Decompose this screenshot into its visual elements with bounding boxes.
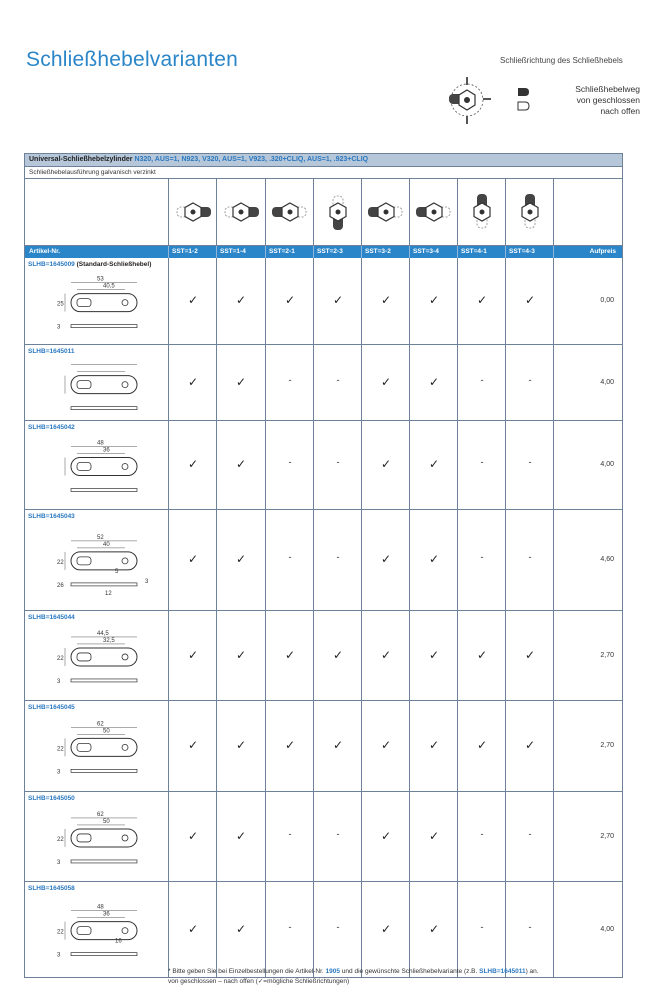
price-cell — [553, 258, 622, 344]
direction-cell — [168, 611, 216, 700]
lever-drawing-wrap — [55, 625, 165, 701]
direction-cell — [505, 421, 553, 509]
lock-orientation-icon — [412, 190, 456, 234]
check-mark: ✓ — [235, 374, 247, 389]
direction-cell — [216, 510, 264, 610]
article-id: SLHB=1645058 — [28, 885, 75, 892]
surcharge-value: 2,70 — [600, 742, 614, 749]
check-mark: ✓ — [332, 738, 344, 752]
not-possible-mark: - — [288, 457, 292, 467]
article-number — [28, 614, 75, 621]
footnote-part: und die gewünschte Schließhebelvariante (z.B. — [340, 968, 480, 975]
surcharge-value: 4,60 — [600, 556, 614, 563]
direction-cell — [168, 510, 216, 610]
lock-orientation-icon — [460, 190, 504, 234]
check-mark: ✓ — [235, 738, 247, 752]
lever-drawing — [55, 359, 165, 416]
direction-cell — [313, 792, 361, 881]
check-mark: ✓ — [380, 374, 392, 389]
direction-cell — [216, 701, 264, 791]
not-possible-mark: - — [528, 457, 532, 467]
direction-cell — [216, 792, 264, 881]
check-mark: ✓ — [235, 647, 247, 662]
check-mark: ✓ — [284, 647, 296, 662]
direction-cell — [265, 510, 313, 610]
dimension-label: 53 — [97, 276, 104, 283]
direction-cell — [361, 701, 409, 791]
dimension-label: 48 — [97, 904, 104, 911]
check-mark: ✓ — [235, 457, 247, 471]
lever-drawing — [55, 524, 165, 606]
direction-cell — [505, 701, 553, 791]
direction-cell — [265, 792, 313, 881]
direction-cell — [457, 345, 505, 420]
orientation-cell — [409, 179, 457, 245]
direction-cell — [313, 882, 361, 977]
dimension-label: 50 — [103, 818, 110, 825]
not-possible-mark: - — [288, 921, 292, 932]
dimension-label: 3 — [57, 952, 61, 959]
dimension-label: 3 — [57, 324, 61, 331]
direction-cell — [409, 792, 457, 881]
dimension-label: 12 — [105, 590, 112, 597]
check-mark: ✓ — [235, 828, 247, 843]
check-mark: ✓ — [428, 921, 440, 936]
col-sst-header: SST=4-3 — [505, 246, 553, 258]
lock-orientation-icon — [219, 190, 263, 234]
check-mark: ✓ — [235, 552, 247, 566]
direction-cell — [505, 258, 553, 344]
dimension-label: 22 — [57, 929, 64, 936]
direction-cell — [313, 345, 361, 420]
dimension-label: 22 — [57, 836, 64, 843]
dimension-label: 3 — [57, 678, 61, 685]
check-mark: ✓ — [524, 738, 536, 752]
check-mark: ✓ — [380, 647, 392, 662]
orientation-cell — [505, 179, 553, 245]
col-sst-header: SST=2-1 — [265, 246, 313, 258]
direction-cell — [457, 792, 505, 881]
check-mark: ✓ — [235, 293, 247, 307]
direction-cell — [168, 421, 216, 509]
not-possible-mark: - — [528, 552, 532, 562]
header-prefix: Universal-Schließhebelzylinder — [29, 156, 135, 163]
footnote-part: ) an. — [525, 968, 539, 975]
not-possible-mark: - — [336, 828, 340, 839]
not-possible-mark: - — [528, 921, 532, 932]
check-mark: ✓ — [187, 293, 199, 307]
surcharge-value: 4,00 — [600, 461, 614, 468]
not-possible-mark: - — [288, 552, 292, 562]
direction-cell — [409, 611, 457, 700]
header-models: N320, AUS=1, N923, V320, AUS=1, V923, .320+CLIQ, AUS=1, .923+CLIQ — [134, 156, 369, 163]
lever-drawing-wrap — [55, 359, 165, 421]
not-possible-mark: - — [480, 921, 484, 932]
table-row — [25, 345, 622, 421]
direction-cell — [168, 882, 216, 977]
col-sst-header: SST=1-2 — [168, 246, 216, 258]
article-number — [28, 885, 75, 892]
footnote-part: * Bitte geben Sie bei Einzelbestellungen die Artikel-Nr. — [168, 968, 326, 975]
direction-cell — [313, 258, 361, 344]
table-row — [25, 611, 622, 701]
check-mark: ✓ — [380, 828, 392, 843]
direction-cell — [457, 701, 505, 791]
table-header — [25, 154, 622, 167]
direction-cell — [457, 882, 505, 977]
direction-cell — [168, 345, 216, 420]
table-row — [25, 882, 622, 977]
direction-cell — [313, 510, 361, 610]
lever-path-icon — [517, 86, 531, 114]
check-mark: ✓ — [428, 647, 440, 662]
direction-cell — [313, 611, 361, 700]
dimension-label: 3 — [145, 578, 149, 585]
lever-drawing-wrap — [55, 524, 165, 611]
direction-cell — [457, 510, 505, 610]
lever-drawing-wrap — [55, 435, 165, 510]
check-mark: ✓ — [476, 647, 488, 662]
orientation-cell — [216, 179, 264, 245]
page-title: Schließhebelvarianten — [26, 48, 238, 71]
check-mark: ✓ — [332, 293, 344, 307]
price-cell — [553, 345, 622, 420]
table-row — [25, 701, 622, 792]
dimension-label: 5 — [115, 568, 119, 575]
direction-cell — [265, 611, 313, 700]
check-mark: ✓ — [428, 457, 440, 471]
dimension-label: 26 — [57, 582, 64, 589]
direction-cell — [409, 421, 457, 509]
orientation-cell — [313, 179, 361, 245]
col-sst-header: SST=3-2 — [361, 246, 409, 258]
direction-cell — [168, 792, 216, 881]
orientation-cell — [265, 179, 313, 245]
legend-line: von geschlossen — [576, 95, 640, 105]
article-number — [28, 261, 151, 268]
col-sst-header: SST=4-1 — [457, 246, 505, 258]
dimension-label: 25 — [57, 301, 64, 308]
check-mark: ✓ — [187, 374, 199, 389]
direction-cell — [216, 611, 264, 700]
direction-cell — [361, 882, 409, 977]
lever-drawing — [55, 435, 165, 505]
col-sst-header: SST=3-4 — [409, 246, 457, 258]
direction-cell — [409, 258, 457, 344]
check-mark: ✓ — [187, 921, 199, 936]
direction-cell — [505, 345, 553, 420]
check-mark: ✓ — [332, 647, 344, 662]
orientation-cell — [168, 179, 216, 245]
direction-cell — [265, 882, 313, 977]
article-id: SLHB=1645050 — [28, 795, 75, 802]
dimension-label: 40,5 — [103, 283, 115, 290]
check-mark: ✓ — [380, 552, 392, 566]
lever-drawing — [55, 272, 165, 340]
footnote-article: 1905 — [325, 968, 341, 975]
check-mark: ✓ — [476, 293, 488, 307]
direction-cell — [505, 510, 553, 610]
check-mark: ✓ — [524, 293, 536, 307]
check-mark: ✓ — [428, 828, 440, 843]
price-cell — [553, 701, 622, 791]
not-possible-mark: - — [288, 374, 292, 385]
article-number — [28, 513, 75, 520]
check-mark: ✓ — [380, 738, 392, 752]
dimension-label: 3 — [57, 769, 61, 776]
direction-cell — [361, 258, 409, 344]
direction-cell — [457, 258, 505, 344]
check-mark: ✓ — [428, 552, 440, 566]
direction-cell — [265, 258, 313, 344]
dimension-label: 22 — [57, 746, 64, 753]
not-possible-mark: - — [288, 828, 292, 839]
orientation-cell — [553, 179, 622, 245]
check-mark: ✓ — [284, 293, 296, 307]
direction-cell — [361, 611, 409, 700]
direction-cell — [409, 701, 457, 791]
article-number — [28, 348, 74, 355]
check-mark: ✓ — [187, 828, 199, 843]
direction-cell — [457, 421, 505, 509]
legend-text — [540, 84, 640, 117]
article-number — [28, 424, 75, 431]
lock-orientation-icon — [508, 190, 552, 234]
check-mark: ✓ — [428, 738, 440, 752]
col-article-header: Artikel-Nr. — [29, 248, 61, 255]
surcharge-value: 0,00 — [600, 297, 614, 304]
direction-cell — [216, 882, 264, 977]
direction-cell — [168, 258, 216, 344]
check-mark: ✓ — [187, 552, 199, 566]
article-id: SLHB=1645011 — [28, 348, 75, 355]
legend-line: nach offen — [600, 106, 640, 116]
legend-line: Schließhebelweg — [575, 84, 640, 94]
direction-cell — [216, 258, 264, 344]
dimension-label: 3 — [57, 859, 61, 866]
direction-cell — [409, 882, 457, 977]
not-possible-mark: - — [480, 552, 484, 562]
direction-cell — [505, 882, 553, 977]
not-possible-mark: - — [480, 374, 484, 385]
lever-drawing — [55, 625, 165, 696]
lock-orientation-icon — [316, 190, 360, 234]
lock-direction-icon — [437, 72, 497, 132]
variant-table — [24, 153, 623, 978]
not-possible-mark: - — [480, 828, 484, 839]
article-id: SLHB=1645043 — [28, 513, 75, 520]
direction-cell — [409, 510, 457, 610]
article-id: SLHB=1645045 — [28, 704, 75, 711]
not-possible-mark: - — [336, 552, 340, 562]
lever-drawing — [55, 715, 165, 787]
check-mark: ✓ — [187, 457, 199, 471]
dimension-label: 36 — [103, 911, 110, 918]
surcharge-value: 2,70 — [600, 832, 614, 840]
check-mark: ✓ — [380, 293, 392, 307]
dimension-label: 32,5 — [103, 637, 115, 644]
direction-cell — [313, 701, 361, 791]
check-mark: ✓ — [187, 647, 199, 662]
check-mark: ✓ — [380, 921, 392, 936]
dimension-label: 22 — [57, 559, 64, 566]
direction-cell — [265, 701, 313, 791]
check-mark: ✓ — [524, 647, 536, 662]
footnote-line1 — [168, 967, 618, 977]
check-mark: ✓ — [187, 738, 199, 752]
not-possible-mark: - — [336, 921, 340, 932]
surcharge-value: 4,00 — [600, 378, 614, 386]
lock-orientation-icon — [171, 190, 215, 234]
direction-cell — [361, 510, 409, 610]
direction-cell — [457, 611, 505, 700]
footnote — [168, 967, 618, 987]
dimension-label: 48 — [97, 440, 104, 447]
direction-cell — [361, 792, 409, 881]
dimension-label: 16 — [115, 938, 122, 945]
legend-title: Schließrichtung des Schließhebels — [500, 56, 623, 65]
not-possible-mark: - — [528, 374, 532, 385]
direction-cell — [313, 421, 361, 509]
article-note: (Standard-Schließhebel) — [74, 261, 152, 268]
direction-cell — [216, 345, 264, 420]
footnote-example: SLHB=1645011 — [479, 968, 526, 975]
price-cell — [553, 611, 622, 700]
orientation-cell — [361, 179, 409, 245]
table-subheader: Schließhebelausführung galvanisch verzinkt — [25, 167, 622, 179]
direction-cell — [505, 792, 553, 881]
direction-cell — [265, 345, 313, 420]
lever-drawing-wrap — [55, 715, 165, 792]
not-possible-mark: - — [336, 457, 340, 467]
not-possible-mark: - — [336, 374, 340, 385]
lock-orientation-icon — [364, 190, 408, 234]
direction-cell — [216, 421, 264, 509]
dimension-label: 62 — [97, 811, 104, 818]
price-cell — [553, 792, 622, 881]
dimension-label: 62 — [97, 721, 104, 728]
price-cell — [553, 510, 622, 610]
dimension-label: 22 — [57, 655, 64, 662]
lock-orientation-icon — [268, 190, 312, 234]
lever-drawing-wrap — [55, 896, 165, 978]
article-id: SLHB=1645009 — [28, 261, 75, 268]
direction-cell — [361, 345, 409, 420]
price-cell — [553, 882, 622, 977]
not-possible-mark: - — [480, 457, 484, 467]
article-number — [28, 795, 75, 802]
footnote-line2: von geschlossen – nach offen (✓=mögliche Schließrichtungen) — [168, 978, 350, 985]
article-number — [28, 704, 75, 711]
check-mark: ✓ — [476, 738, 488, 752]
check-mark: ✓ — [284, 738, 296, 752]
dimension-label: 36 — [103, 447, 110, 454]
table-row — [25, 421, 622, 510]
check-mark: ✓ — [380, 457, 392, 471]
dimension-label: 50 — [103, 728, 110, 735]
lever-drawing-wrap — [55, 806, 165, 882]
check-mark: ✓ — [428, 374, 440, 389]
dimension-label: 44,5 — [97, 630, 109, 637]
lever-drawing — [55, 896, 165, 973]
surcharge-value: 2,70 — [600, 651, 614, 659]
col-sst-header: SST=1-4 — [216, 246, 264, 258]
dimension-label: 40 — [103, 541, 110, 548]
direction-cell — [361, 421, 409, 509]
lever-drawing-wrap — [55, 272, 165, 345]
check-mark: ✓ — [235, 921, 247, 936]
price-cell — [553, 421, 622, 509]
column-header-row — [25, 246, 622, 258]
direction-cell — [505, 611, 553, 700]
table-row — [25, 792, 622, 882]
check-mark: ✓ — [428, 293, 440, 307]
lever-drawing — [55, 806, 165, 877]
table-row — [25, 258, 622, 345]
article-id: SLHB=1645044 — [28, 614, 75, 621]
col-sst-header: SST=2-3 — [313, 246, 361, 258]
direction-cell — [409, 345, 457, 420]
article-id: SLHB=1645042 — [28, 424, 75, 431]
orientation-cell — [457, 179, 505, 245]
surcharge-value: 4,00 — [600, 925, 614, 933]
orientation-icon-row — [25, 179, 622, 246]
direction-cell — [168, 701, 216, 791]
table-row — [25, 510, 622, 611]
dimension-label: 52 — [97, 534, 104, 541]
not-possible-mark: - — [528, 828, 532, 839]
direction-cell — [265, 421, 313, 509]
col-price-header: Aufpreis — [553, 246, 622, 258]
